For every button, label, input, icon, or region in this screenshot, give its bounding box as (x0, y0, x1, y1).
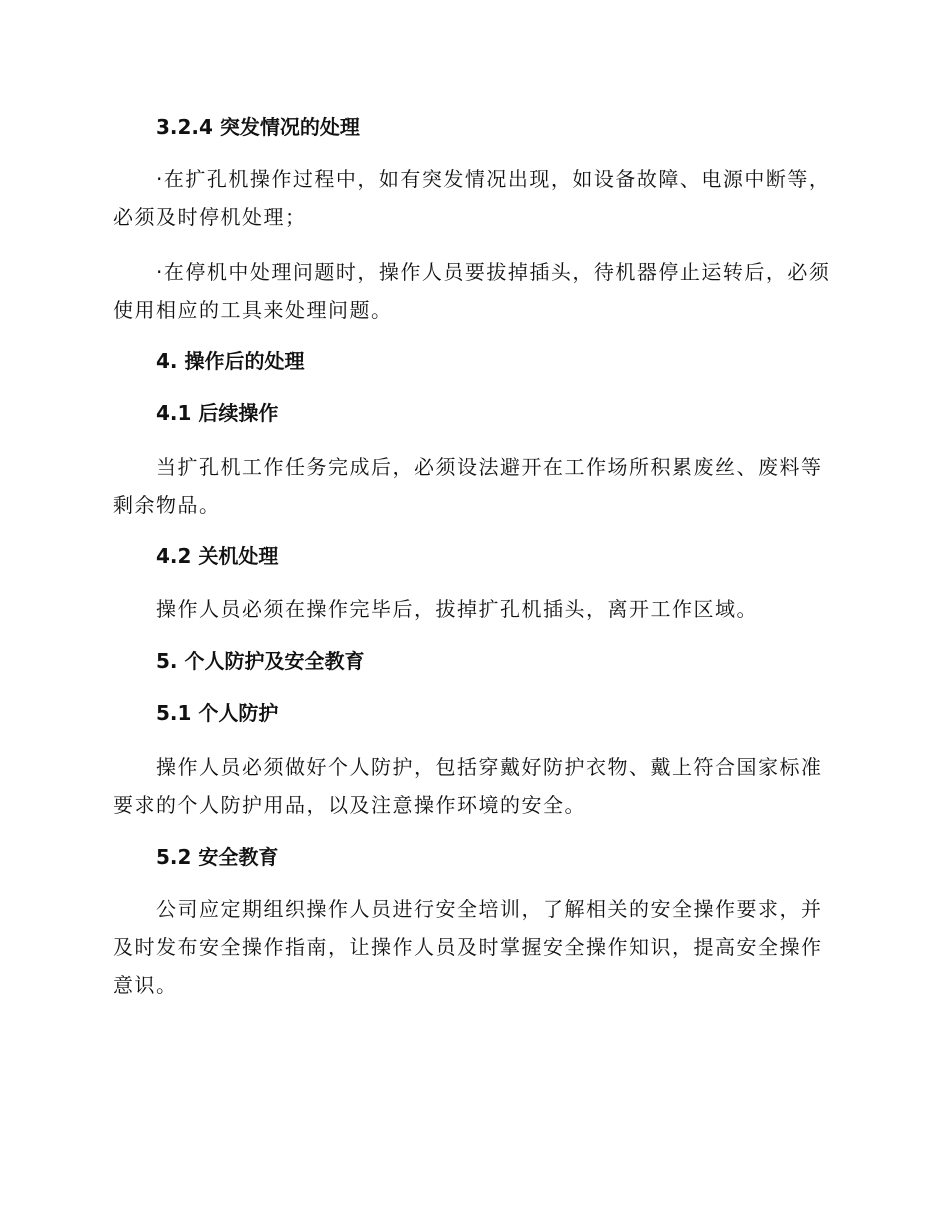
paragraph-follow-up-operation: 当扩孔机工作任务完成后，必须设法避开在工作场所积累废丝、废料等剩余物品。 (113, 455, 823, 517)
bullet-item-emergency-stop: ·在扩孔机操作过程中，如有突发情况出现，如设备故障、电源中断等，必须及时停机处理； (113, 167, 831, 229)
section-heading-5-1: 5.1 个人防护 (156, 701, 279, 725)
section-heading-5-2: 5.2 安全教育 (156, 845, 279, 869)
section-heading-5: 5. 个人防护及安全教育 (156, 649, 365, 673)
paragraph-shutdown: 操作人员必须在操作完毕后，拔掉扩孔机插头，离开工作区域。 (156, 597, 758, 621)
section-heading-3-2-4: 3.2.4 突发情况的处理 (156, 115, 360, 139)
section-heading-4-1: 4.1 后续操作 (156, 401, 279, 425)
section-heading-4: 4. 操作后的处理 (156, 349, 305, 373)
paragraph-safety-education: 公司应定期组织操作人员进行安全培训，了解相关的安全操作要求，并及时发布安全操作指南，让操作人员及时掌握安全操作知识，提高安全操作意识。 (113, 897, 823, 997)
paragraph-personal-protection: 操作人员必须做好个人防护，包括穿戴好防护衣物、戴上符合国家标准要求的个人防护用品，以及注意操作环境的安全。 (113, 755, 823, 817)
section-heading-4-2: 4.2 关机处理 (156, 544, 279, 568)
bullet-item-unplug-tools: ·在停机中处理问题时，操作人员要拔掉插头，待机器停止运转后，必须使用相应的工具来处理问题。 (113, 260, 831, 322)
